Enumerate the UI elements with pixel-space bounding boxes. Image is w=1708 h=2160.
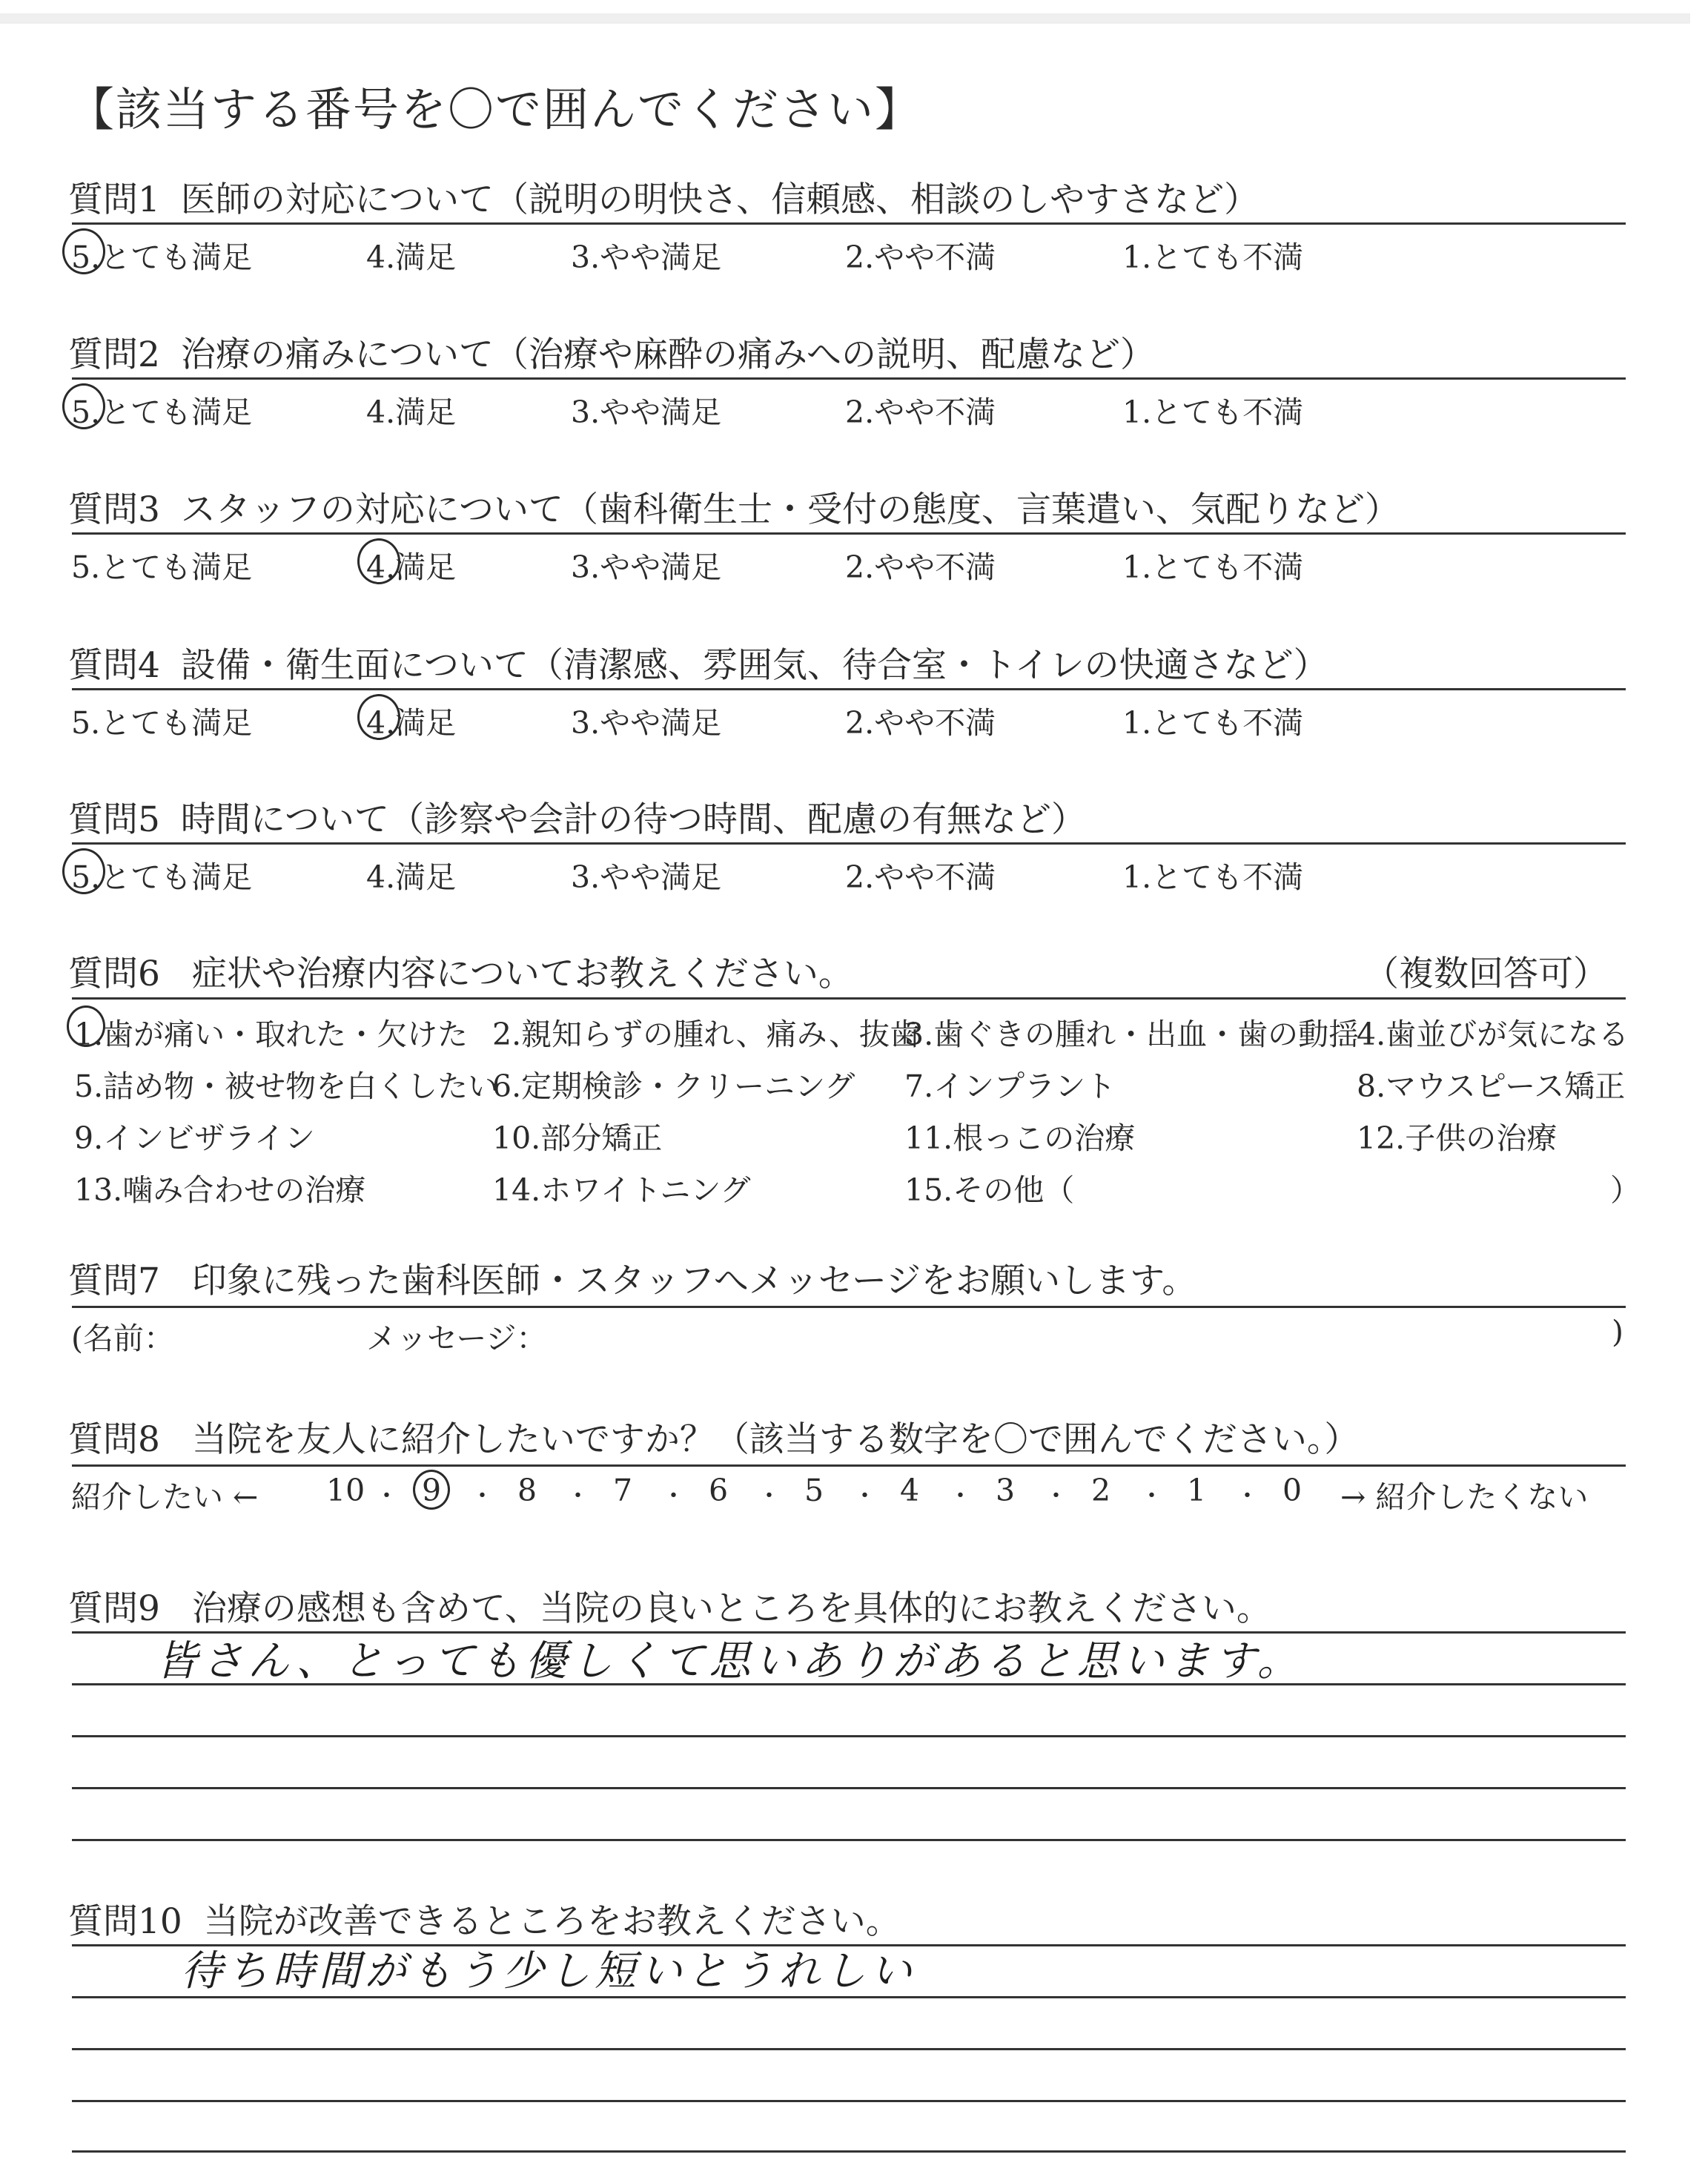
q6-note: （複数回答可） bbox=[1364, 954, 1608, 994]
question-1-option-1[interactable]: 1.とても不満 bbox=[1122, 240, 1304, 275]
question-4-option-2[interactable]: 2.やや不満 bbox=[845, 705, 996, 741]
question-1-option-2[interactable]: 2.やや不満 bbox=[845, 240, 996, 275]
q6-label: 質問6 bbox=[68, 954, 160, 994]
q6-option-5[interactable]: 5.詰め物・被せ物を白くしたい bbox=[74, 1069, 499, 1104]
q8-separator: ・ bbox=[661, 1482, 686, 1511]
q6-option-12[interactable]: 12.子供の治療 bbox=[1357, 1120, 1558, 1156]
question-3-rule bbox=[72, 532, 1626, 535]
question-1-label: 質問1 bbox=[68, 179, 160, 220]
q8-scale-3[interactable]: 3 bbox=[996, 1473, 1016, 1508]
q6-option-1[interactable]: 1.歯が痛い・取れた・欠けた bbox=[74, 1017, 469, 1052]
q9-handwritten-answer: 皆さん、とっても優しくて思いありがあると思います。 bbox=[156, 1637, 1303, 1685]
question-2-option-3[interactable]: 3.やや満足 bbox=[571, 394, 722, 430]
q6-heading bbox=[68, 946, 853, 996]
q8-left-label: 紹介したい ← bbox=[71, 1479, 259, 1515]
q8-label: 質問8 bbox=[68, 1419, 160, 1460]
question-1-option-3[interactable]: 3.やや満足 bbox=[571, 240, 722, 275]
q8-right-label: → 紹介したくない bbox=[1340, 1479, 1589, 1515]
q8-scale-1[interactable]: 1 bbox=[1187, 1473, 1207, 1508]
q6-option-4[interactable]: 4.歯並びが気になる bbox=[1357, 1017, 1629, 1052]
q8-scale-0[interactable]: 0 bbox=[1282, 1473, 1302, 1508]
q7-text: 印象に残った歯科医師・スタッフへメッセージをお願いします。 bbox=[191, 1261, 1197, 1301]
question-4-label: 質問4 bbox=[68, 645, 160, 686]
q6-selection-circle bbox=[67, 1005, 105, 1047]
question-4-option-1[interactable]: 1.とても不満 bbox=[1122, 705, 1304, 741]
q7-name-label: (名前： bbox=[71, 1321, 174, 1356]
question-5-option-2[interactable]: 2.やや不満 bbox=[845, 859, 996, 895]
q7-message-label: メッセージ： bbox=[366, 1321, 547, 1356]
question-4-heading bbox=[68, 638, 1328, 687]
page-title: 【該当する番号を〇で囲んでください】 bbox=[68, 82, 923, 136]
q6-option-10[interactable]: 10.部分矯正 bbox=[492, 1120, 663, 1156]
question-2-option-1[interactable]: 1.とても不満 bbox=[1122, 394, 1304, 430]
question-3-selection-circle bbox=[357, 538, 400, 584]
question-5-text: 時間について（診察や会計の待つ時間、配慮の有無など） bbox=[180, 799, 1086, 840]
q8-scale-7[interactable]: 7 bbox=[613, 1473, 633, 1508]
question-1-text: 医師の対応について（説明の明快さ、信頼感、相談のしやすさなど） bbox=[180, 179, 1260, 220]
question-2-rule bbox=[72, 377, 1626, 380]
q7-rule bbox=[72, 1306, 1626, 1308]
q6-option-8[interactable]: 8.マウスピース矯正 bbox=[1357, 1069, 1626, 1104]
question-4-option-3[interactable]: 3.やや満足 bbox=[571, 705, 722, 741]
question-2-text: 治療の痛みについて（治療や麻酔の痛みへの説明、配慮など） bbox=[180, 334, 1156, 375]
question-4-selection-circle bbox=[357, 694, 400, 740]
q7-label: 質問7 bbox=[68, 1261, 160, 1301]
q10-rule-5 bbox=[72, 2150, 1626, 2153]
q8-selection-circle bbox=[413, 1470, 450, 1510]
q9-rule-5 bbox=[72, 1839, 1626, 1841]
question-3-option-2[interactable]: 2.やや不満 bbox=[845, 549, 996, 585]
q8-separator: ・ bbox=[374, 1482, 400, 1511]
question-3-option-5[interactable]: 5.とても満足 bbox=[71, 549, 253, 585]
q10-rule-3 bbox=[72, 2048, 1626, 2050]
q8-scale-8[interactable]: 8 bbox=[517, 1473, 537, 1508]
q8-separator: ・ bbox=[756, 1482, 782, 1511]
q6-option-2[interactable]: 2.親知らずの腫れ、痛み、抜歯 bbox=[492, 1017, 921, 1052]
question-5-option-3[interactable]: 3.やや満足 bbox=[571, 859, 722, 895]
question-4-option-5[interactable]: 5.とても満足 bbox=[71, 705, 253, 741]
q8-scale-6[interactable]: 6 bbox=[709, 1473, 729, 1508]
q6-option-16: ） bbox=[1610, 1172, 1641, 1208]
q7-close-paren: ) bbox=[1612, 1314, 1623, 1350]
question-3-option-3[interactable]: 3.やや満足 bbox=[571, 549, 722, 585]
question-1-heading bbox=[68, 172, 1259, 222]
q9-text: 治療の感想も含めて、当院の良いところを具体的にお教えください。 bbox=[191, 1588, 1271, 1629]
question-3-heading bbox=[68, 482, 1400, 532]
question-1-option-4[interactable]: 4.満足 bbox=[366, 240, 457, 275]
question-1-rule bbox=[72, 222, 1626, 225]
q8-separator: ・ bbox=[565, 1482, 591, 1511]
question-2-label: 質問2 bbox=[68, 334, 160, 375]
question-5-heading bbox=[68, 792, 1086, 842]
q8-scale-10[interactable]: 10 bbox=[326, 1473, 365, 1508]
question-5-rule bbox=[72, 842, 1626, 845]
q8-scale-5[interactable]: 5 bbox=[804, 1473, 824, 1508]
q6-rule bbox=[72, 997, 1626, 1000]
q9-heading bbox=[68, 1581, 1271, 1631]
question-5-option-5[interactable]: 5.とても満足 bbox=[71, 859, 253, 895]
q8-separator: ・ bbox=[469, 1482, 495, 1511]
q8-separator: ・ bbox=[1043, 1482, 1069, 1511]
q6-option-3[interactable]: 3.歯ぐきの腫れ・出血・歯の動揺 bbox=[904, 1017, 1360, 1052]
question-5-option-1[interactable]: 1.とても不満 bbox=[1122, 859, 1304, 895]
question-5-label: 質問5 bbox=[68, 799, 160, 840]
q8-heading bbox=[68, 1412, 1359, 1462]
q8-text: 当院を友人に紹介したいですか？（該当する数字を〇で囲んでください。） bbox=[191, 1419, 1360, 1460]
q8-separator: ・ bbox=[1139, 1482, 1165, 1511]
scan-edge bbox=[0, 13, 1690, 24]
q6-option-13[interactable]: 13.噛み合わせの治療 bbox=[74, 1172, 366, 1208]
q10-heading bbox=[68, 1894, 901, 1943]
question-1-option-5[interactable]: 5.とても満足 bbox=[71, 240, 253, 275]
question-4-option-4[interactable]: 4.満足 bbox=[366, 705, 457, 741]
q10-label: 質問10 bbox=[68, 1901, 182, 1942]
q9-rule-4 bbox=[72, 1787, 1626, 1789]
q8-separator: ・ bbox=[947, 1482, 973, 1511]
q6-option-15[interactable]: 15.その他（ bbox=[904, 1172, 1075, 1208]
q8-separator: ・ bbox=[1234, 1482, 1260, 1511]
question-2-heading bbox=[68, 327, 1155, 377]
question-2-option-5[interactable]: 5.とても満足 bbox=[71, 394, 253, 430]
q6-option-7[interactable]: 7.インプラント bbox=[904, 1069, 1116, 1104]
q10-handwritten-answer: 待ち時間がもう少し短いとうれしい bbox=[181, 1947, 916, 1995]
question-3-option-1[interactable]: 1.とても不満 bbox=[1122, 549, 1304, 585]
q6-option-6[interactable]: 6.定期検診・クリーニング bbox=[492, 1069, 855, 1104]
q8-scale-2[interactable]: 2 bbox=[1091, 1473, 1111, 1508]
question-3-text: スタッフの対応について（歯科衛生士・受付の態度、言葉遣い、気配りなど） bbox=[180, 489, 1400, 530]
q8-scale-9[interactable]: 9 bbox=[422, 1473, 442, 1508]
q8-rule bbox=[72, 1464, 1626, 1467]
q6-option-11[interactable]: 11.根っこの治療 bbox=[904, 1120, 1136, 1156]
q9-rule-3 bbox=[72, 1735, 1626, 1737]
q6-option-9[interactable]: 9.インビザライン bbox=[74, 1120, 315, 1156]
question-1-selection-circle bbox=[62, 228, 105, 274]
question-3-label: 質問3 bbox=[68, 489, 160, 530]
q10-text: 当院が改善できるところをお教えください。 bbox=[203, 1901, 901, 1942]
q7-heading bbox=[68, 1253, 1196, 1303]
q9-label: 質問9 bbox=[68, 1588, 160, 1629]
question-2-option-4[interactable]: 4.満足 bbox=[366, 394, 457, 430]
q6-text: 症状や治療内容についてお教えください。 bbox=[191, 954, 853, 994]
question-5-selection-circle bbox=[62, 848, 105, 894]
question-3-option-4[interactable]: 4.満足 bbox=[366, 549, 457, 585]
q10-rule-4 bbox=[72, 2100, 1626, 2102]
question-4-text: 設備・衛生面について（清潔感、雰囲気、待合室・トイレの快適さなど） bbox=[180, 645, 1328, 686]
q8-separator: ・ bbox=[852, 1482, 878, 1511]
question-2-option-2[interactable]: 2.やや不満 bbox=[845, 394, 996, 430]
question-2-selection-circle bbox=[62, 383, 105, 429]
q8-scale-4[interactable]: 4 bbox=[900, 1473, 920, 1508]
question-4-rule bbox=[72, 688, 1626, 690]
q6-option-14[interactable]: 14.ホワイトニング bbox=[492, 1172, 751, 1208]
question-5-option-4[interactable]: 4.満足 bbox=[366, 859, 457, 895]
